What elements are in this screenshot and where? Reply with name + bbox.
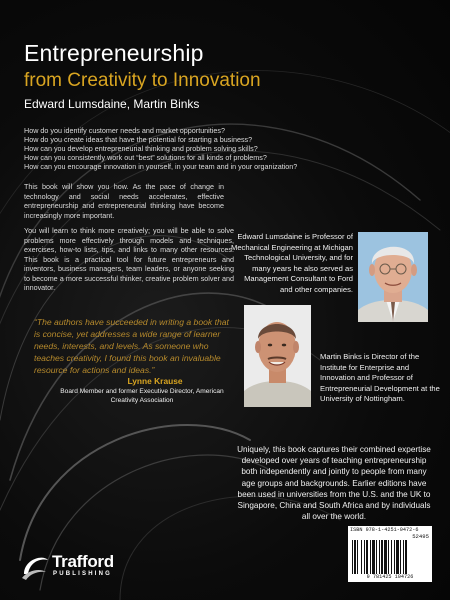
- testimonial-role: Board Member and former Executive Director, American Creativity Association: [60, 388, 224, 404]
- lumsdaine-photo: [358, 232, 428, 322]
- testimonial-quote: “The authors have succeeded in writing a book that is concise, yet addresses a wide range of learner needs, interests, and levels. As someone who teaches creativity, I found this book an invaluable resource for actions and ideas.”: [34, 317, 229, 375]
- lumsdaine-bio: Edward Lumsdaine is Professor of Mechanical Engineering at Michigan Technological University, and for many years he also served as Management Consultant to Ford and other companies.: [231, 232, 353, 294]
- book-authors: Edward Lumsdaine, Martin Binks: [24, 97, 200, 111]
- isbn-number: ISBN 978-1-4251-0472-6: [350, 527, 419, 533]
- question-item: How can you develop entrepreneurial thinking and problem solving skills?: [24, 144, 258, 153]
- intro-paragraph: This book will show you how. As the pace of change in technology and social needs accelerates, effective entrepreneurship and entrepreneurial thinking have become increasingly more important.: [24, 182, 224, 220]
- question-list: [24, 126, 424, 171]
- barcode-digits: 9 781425 104726: [366, 574, 414, 580]
- barcode-bars: [352, 540, 428, 574]
- book-title: Entrepreneurship: [24, 40, 204, 66]
- publisher-name: Trafford: [52, 552, 114, 571]
- testimonial-name: Lynne Krause: [127, 376, 183, 386]
- learning-paragraph: You will learn to think more creatively; you will be able to solve problems more effectively through models and techniques, exercises, how-to lists, tips, and links to many other resources. This book is a practical tool for future entrepreneurs and inventors, business managers, team leaders, or anyone seeking to become a more successful thinker, creative problem solver and innovator.: [24, 226, 234, 292]
- question-item: How do you identify customer needs and market opportunities?: [24, 126, 225, 135]
- question-item: How can you encourage innovation in yourself, in your team and in your organization?: [24, 162, 298, 171]
- trafford-swoosh-icon: [20, 552, 50, 582]
- closing-paragraph: Uniquely, this book captures their combined expertise developed over years of teaching entrepreneurship both independently and jointly to people from many age groups and backgrounds. Earlier editions have been used in universities from the U.S. and the UK to Singapore, China and South Africa and by individuals all over the world.: [237, 445, 431, 522]
- binks-photo: [244, 305, 311, 407]
- question-item: How do you create ideas that have the potential for starting a business?: [24, 135, 253, 144]
- publisher-tagline: PUBLISHING: [53, 571, 113, 577]
- isbn-barcode: [348, 526, 432, 582]
- book-subtitle: from Creativity to Innovation: [24, 70, 261, 91]
- price-code: 52495: [412, 533, 429, 540]
- publisher-logo: [20, 550, 160, 584]
- question-item: How can you consistently work out “best” solutions for all kinds of problems?: [24, 153, 267, 162]
- binks-bio: Martin Binks is Director of the Institute for Enterprise and Innovation and Professor of Entrepreneurial Development at the University of Nottingham.: [320, 352, 440, 403]
